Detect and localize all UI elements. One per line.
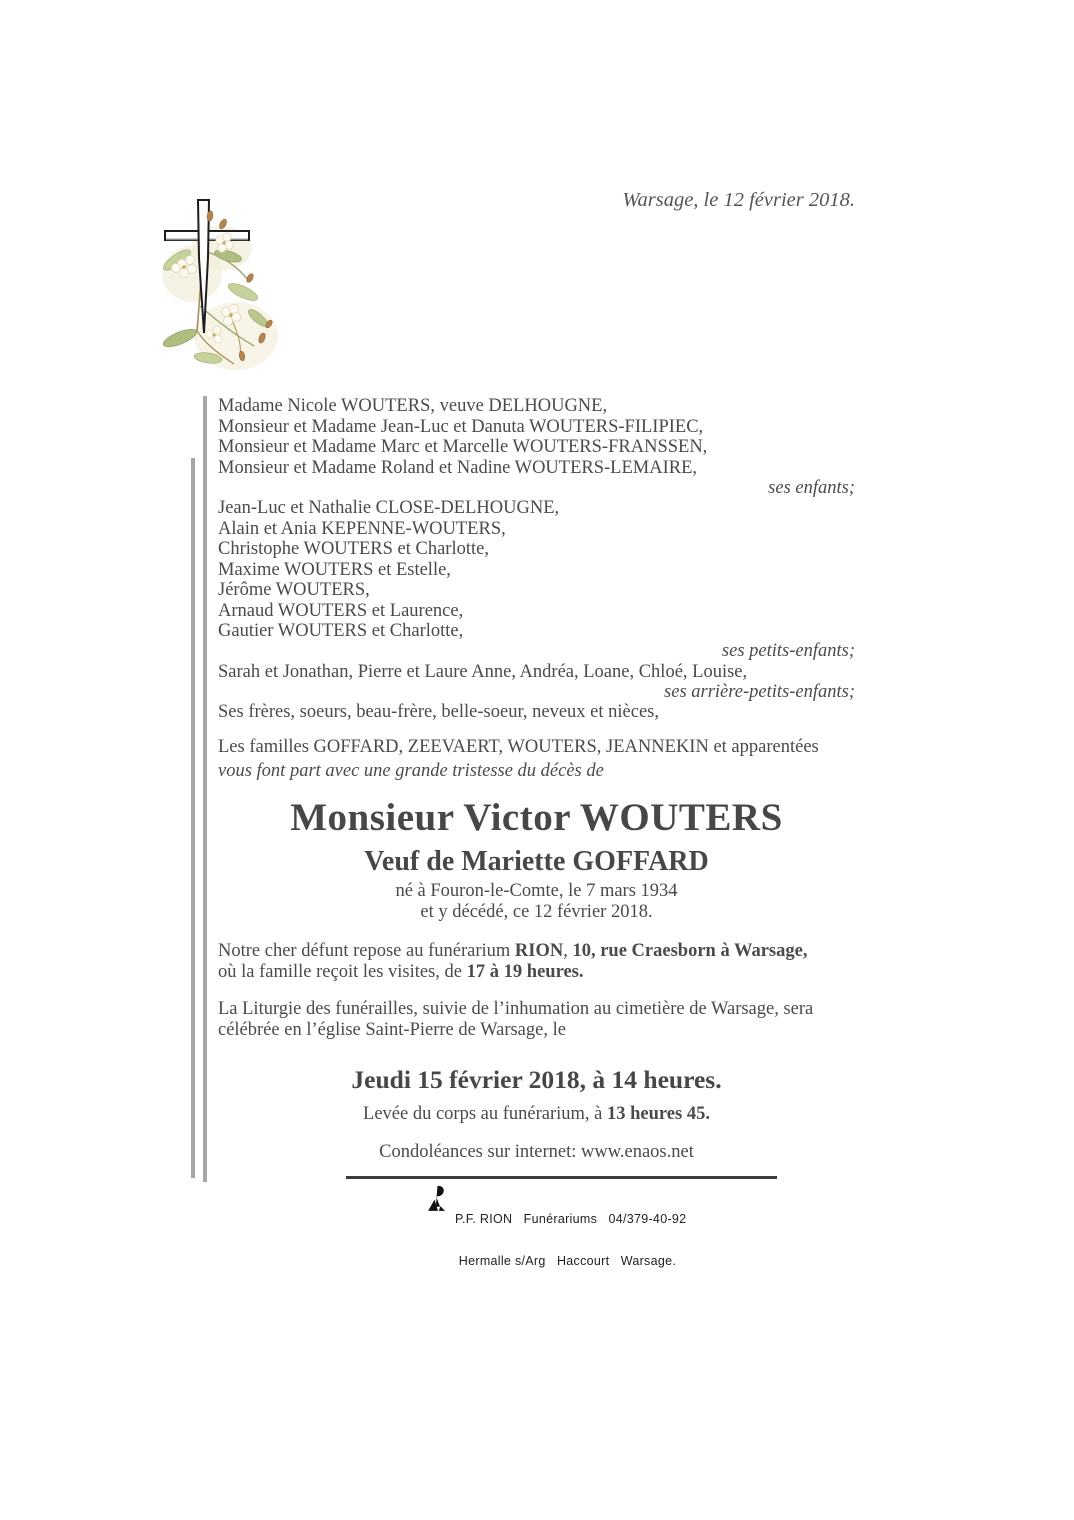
families-line: Les familles GOFFARD, ZEEVAERT, WOUTERS, JEANNEKIN et apparentées (218, 737, 819, 757)
liturgy-line-2: célébrée en l’église Saint-Pierre de Warsage, le (218, 1019, 566, 1040)
list-item: Madame Nicole WOUTERS, veuve DELHOUGNE, (218, 396, 608, 416)
cross-with-flowers-icon (152, 196, 287, 378)
list-item: Arnaud WOUTERS et Laurence, (218, 600, 464, 621)
list-item: Monsieur et Madame Jean-Luc et Danuta WOUTERS-FILIPIEC, (218, 416, 704, 437)
rion-funeral-home-logo-icon (426, 1185, 447, 1212)
announcement-line: vous font part avec une grande tristesse du décès de (218, 761, 604, 781)
footer (426, 1184, 686, 1296)
list-item: Alain et Ania KEPENNE-WOUTERS, (218, 518, 506, 539)
list-item: Monsieur et Madame Roland et Nadine WOUTERS-LEMAIRE, (218, 457, 698, 478)
footer-line-2: Hermalle s/Arg Haccourt Warsage. (455, 1254, 677, 1268)
accent-bar-outer (191, 458, 195, 1178)
footer-text-block (455, 1184, 686, 1296)
birth-line: né à Fouron-le-Comte, le 7 mars 1934 (395, 881, 678, 901)
visiting-hours: 17 à 19 heures. (466, 961, 584, 982)
condolences-line: Condoléances sur internet: www.enaos.net (379, 1142, 694, 1162)
death-line: et y décédé, ce 12 février 2018. (420, 901, 653, 922)
footer-line-1: P.F. RION Funérariums 04/379-40-92 (455, 1212, 687, 1226)
visitation-text: Notre cher défunt repose au funérarium (218, 941, 515, 961)
accent-bar-inner (203, 396, 207, 1182)
visitation-text: , (563, 941, 573, 961)
great-grandchildren-label: ses arrière-petits-enfants; (664, 682, 855, 702)
grandchildren-label: ses petits-enfants; (721, 641, 855, 661)
funeral-home-name: RION (514, 941, 564, 961)
body-removal-line (218, 1104, 855, 1125)
visitation-paragraph (218, 941, 855, 982)
siblings-line: Ses frères, soeurs, beau-frère, belle-soeur, neveux et nièces, (218, 702, 660, 722)
liturgy-line-1: La Liturgie des funérailles, suivie de l’inhumation au cimetière de Warsage, sera (218, 999, 814, 1019)
widower-subtitle: Veuf de Mariette GOFFARD (364, 846, 709, 877)
grandchildren-list (218, 498, 855, 642)
visitation-line-1 (218, 941, 855, 962)
visitation-line-2 (218, 962, 855, 983)
body-removal-text: Levée du corps au funérarium, à (363, 1104, 608, 1124)
ceremony-datetime: Jeudi 15 février 2018, à 14 heures. (351, 1065, 722, 1094)
funeral-home-address: 10, rue Craesborn à Warsage, (572, 941, 808, 961)
great-grandchildren-line: Sarah et Jonathan, Pierre et Laure Anne, Andréa, Loane, Chloé, Louise, (218, 662, 748, 682)
body-removal-time: 13 heures 45. (607, 1104, 710, 1124)
deceased-name-title: Monsieur Victor WOUTERS (290, 796, 783, 839)
liturgy-paragraph (218, 999, 855, 1040)
dateline: Warsage, le 12 février 2018. (622, 189, 855, 211)
children-list (218, 396, 855, 478)
list-item: Monsieur et Madame Marc et Marcelle WOUTERS-FRANSSEN, (218, 437, 708, 457)
children-label: ses enfants; (768, 478, 855, 498)
birth-death-block (218, 881, 855, 922)
list-item: Jérôme WOUTERS, (218, 580, 370, 600)
visitation-text: où la famille reçoit les visites, de (218, 961, 467, 982)
list-item: Gautier WOUTERS et Charlotte, (218, 621, 464, 641)
list-item: Christophe WOUTERS et Charlotte, (218, 539, 489, 559)
list-item: Jean-Luc et Nathalie CLOSE-DELHOUGNE, (218, 498, 560, 518)
footer-divider (346, 1176, 777, 1179)
list-item: Maxime WOUTERS et Estelle, (218, 559, 451, 580)
